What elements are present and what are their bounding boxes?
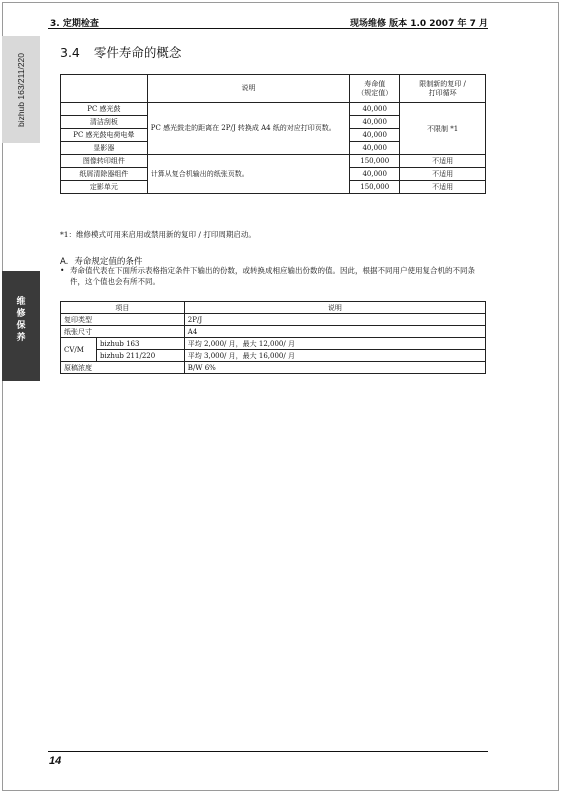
part-name: 定影单元 [61,181,148,194]
model-side-tab-label: bizhub 163/211/220 [16,52,26,127]
life-value: 150,000 [350,181,400,194]
header-description: 说明 [147,75,349,103]
condition-value: B/W 6% [184,362,485,374]
condition-label: 纸张尺寸 [61,326,185,338]
section-number: 3.4 [60,45,80,60]
life-value: 40,000 [350,103,400,116]
life-value: 40,000 [350,168,400,181]
part-name: 纸屑清除器组件 [61,168,148,181]
life-value: 150,000 [350,155,400,168]
header-description: 说明 [184,302,485,314]
section-side-tab-label: 维 修 保 养 [16,297,26,343]
group1-description: PC 感光鼓走的距离在 2P/J 转换成 A4 纸的对应打印页数。 [147,103,349,155]
subsection-title: 寿命规定值的条件 [74,257,143,267]
model-side-tab [2,36,40,143]
model-label: bizhub 211/220 [96,350,184,362]
parts-life-table [60,74,486,194]
condition-label: 复印类型 [61,314,185,326]
table-row [61,350,486,362]
part-name: 清洁刮板 [61,116,148,129]
model-label: bizhub 163 [96,338,184,350]
limit-value: 不适用 [400,181,486,194]
footnote: *1：维修模式可用来启用或禁用新的复印 / 打印周期启动。 [60,230,256,239]
group2-description: 计算从复合机输出的纸张页数。 [147,155,349,194]
table-header-row [61,302,486,314]
conditions-table [60,301,486,374]
life-value: 40,000 [350,142,400,155]
table-row [61,103,486,116]
condition-label: CV/M [61,338,97,362]
chapter-title: 3. 定期检查 [50,19,99,29]
page-number: 14 [49,755,62,767]
life-value: 40,000 [350,116,400,129]
table-row [61,326,486,338]
part-name: 显影器 [61,142,148,155]
table-row [61,338,486,350]
limit-value: 不适用 [400,155,486,168]
footer-rule [48,751,488,752]
bullet-icon: • [60,266,65,275]
condition-value: 平均 3,000/ 月，最大 16,000/ 月 [184,350,485,362]
group1-limit: 不限制 *1 [400,103,486,155]
manual-version: 现场维修 版本 1.0 2007 年 7 月 [349,19,488,29]
condition-label: 原稿浓度 [61,362,185,374]
header-part [61,75,148,103]
table-header-row [61,75,486,103]
limit-value: 不适用 [400,168,486,181]
part-name: 图像转印组件 [61,155,148,168]
condition-value: A4 [184,326,485,338]
table-row [61,314,486,326]
condition-value: 2P/J [184,314,485,326]
section-title [60,43,181,61]
header-item: 项目 [61,302,185,314]
subsection-mark: A. [60,257,69,267]
section-heading: 零件寿命的概念 [93,45,182,60]
section-side-tab [2,271,40,381]
header-life: 寿命值 （规定值） [350,75,400,103]
condition-value: 平均 2,000/ 月，最大 12,000/ 月 [184,338,485,350]
header-rule [48,28,488,29]
life-value: 40,000 [350,129,400,142]
bullet-paragraph [60,265,486,287]
table-row [61,155,486,168]
table-row [61,362,486,374]
part-name: PC 感光鼓 [61,103,148,116]
header-limit: 限制新的复印 / 打印循环 [400,75,486,103]
part-name: PC 感光鼓电荷电晕 [61,129,148,142]
bullet-text: 寿命值代表在下面所示表格指定条件下输出的份数，或转换成相应输出份数的值。因此，根据不同用户使用复合机的不同条件，这个值也会有所不同。 [70,266,475,286]
